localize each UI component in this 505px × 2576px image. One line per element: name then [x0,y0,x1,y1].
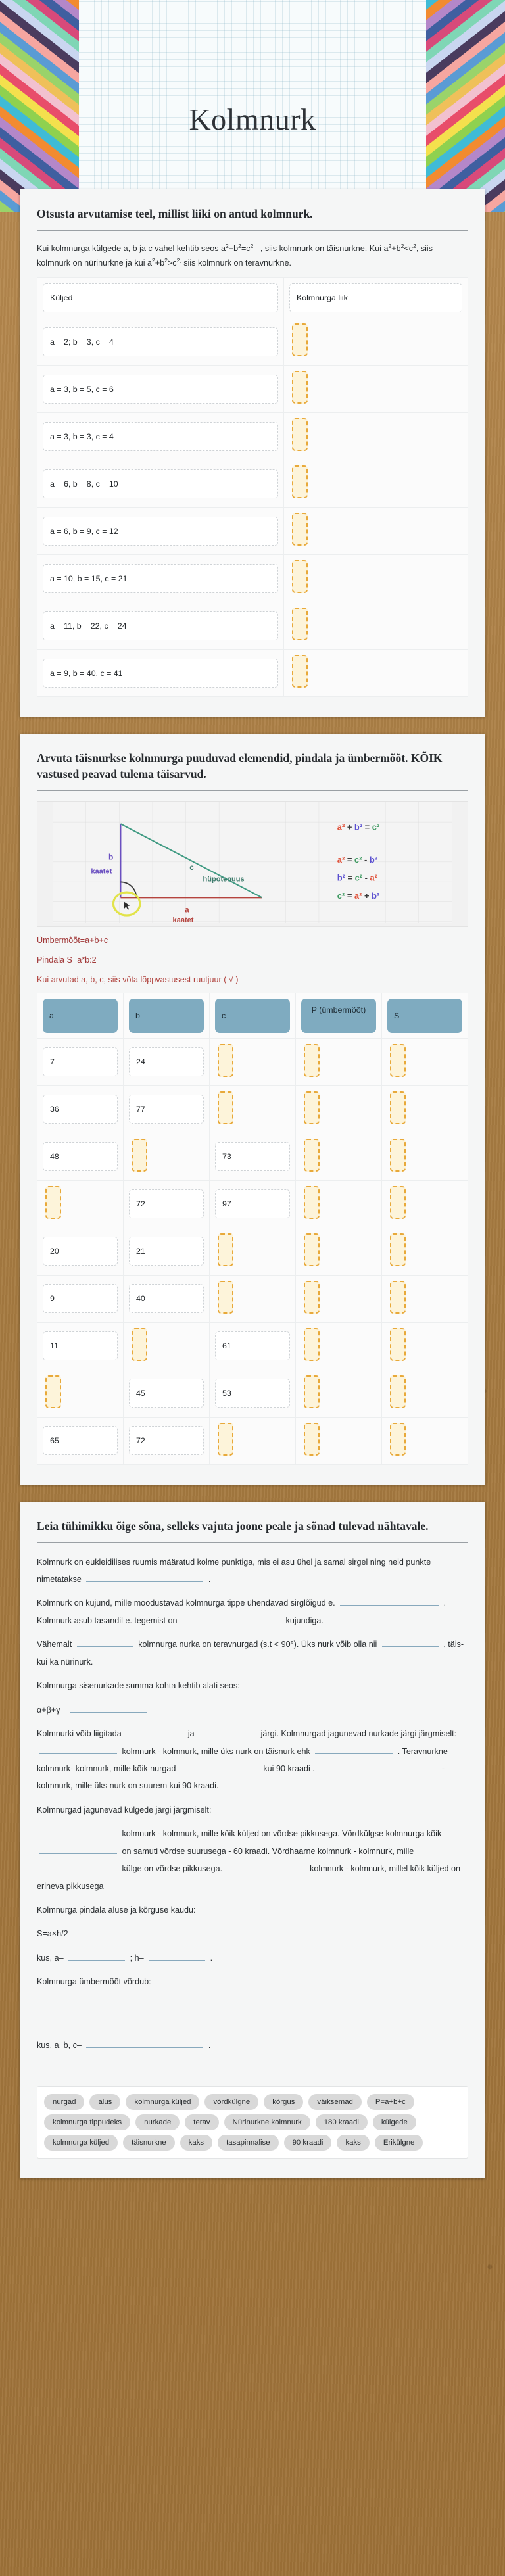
fb-text-6f: kui 90 kraadi . [263,1763,315,1773]
table-row [37,1275,468,1322]
value-cell [210,1322,296,1370]
answer-cell[interactable] [296,1228,382,1275]
fb-text-8b: on samuti võrdse suurusega - 60 kraadi. Võrdhaarne kolmnurk - kolmnurk, mille [122,1846,414,1856]
answer-cell[interactable] [296,1085,382,1133]
column-header-0: Küljed [43,283,278,312]
blank-input-17[interactable] [68,1951,125,1961]
section-triangle-type [20,189,485,717]
table-header-row [37,993,468,1038]
fb-paragraph-1 [37,1554,468,1588]
answer-input[interactable] [304,1375,320,1408]
answer-input[interactable] [132,1139,147,1172]
answer-input[interactable] [218,1281,233,1314]
answer-input[interactable] [218,1044,233,1077]
word-chip[interactable]: külgede [373,2114,416,2130]
blank-input-8[interactable] [199,1727,256,1736]
value-cell [37,1417,124,1464]
table-row [37,460,468,508]
given-value: 7 [43,1047,118,1076]
answer-cell[interactable] [284,508,468,555]
answer-input[interactable] [292,371,308,404]
answer-cell[interactable] [210,1085,296,1133]
svg-text:c² = a² + b²: c² = a² + b² [337,890,380,901]
word-chip[interactable]: Nürinurkne kolmnurk [224,2114,310,2130]
perimeter-formula-note: Ümbermõõt=a+b+c [37,935,108,945]
value-cell [37,1085,124,1133]
fb-text-6d: kolmnurk - kolmnurk, mille üks nurk on täisnurk ehk [122,1746,310,1756]
value-cell [124,1228,210,1275]
section-right-triangle-calc [20,734,485,1485]
value-cell [210,1370,296,1417]
answer-cell[interactable] [210,1228,296,1275]
blank-input-19[interactable] [39,2015,96,2024]
column-header-3: P (ümbermõõt) [301,999,376,1033]
value-cell [37,1322,124,1370]
word-chip[interactable]: võrdkülgne [204,2094,258,2110]
fb-paragraph-13 [37,2037,468,2054]
given-value: 73 [215,1142,290,1171]
answer-cell[interactable] [382,1228,468,1275]
answer-input[interactable] [390,1139,406,1172]
sides-cell [37,460,284,508]
answer-input[interactable] [390,1423,406,1456]
answer-input[interactable] [304,1281,320,1314]
answer-cell[interactable] [382,1322,468,1370]
given-value: 72 [129,1426,204,1455]
answer-cell[interactable] [296,1180,382,1228]
fb-text-6b: ja [187,1729,195,1739]
section2-heading: Arvuta täisnurkse kolmnurga puuduvad elemendid, pindala ja ümbermõõt. KÕIK vastused peavad tulema täisarvud. [37,751,443,780]
table-row [37,1133,468,1180]
value-cell [37,1038,124,1085]
answer-input[interactable] [304,1186,320,1219]
table-row [37,508,468,555]
sides-cell [37,318,284,366]
answer-cell[interactable] [210,1038,296,1085]
table-row [37,413,468,460]
table-row [37,1417,468,1464]
fb-paragraph-7: Kolmnurgad jagunevad külgede järgi järgmiselt: [37,1805,212,1815]
answer-cell[interactable] [382,1370,468,1417]
given-value: 40 [129,1284,204,1313]
page-title: Kolmnurk [189,103,316,136]
word-chip[interactable]: 180 kraadi [316,2114,368,2130]
fb-paragraph-12: Kolmnurga ümbermõõt võrdub: [37,1977,151,1987]
table-header-cell [382,993,468,1038]
given-value: 21 [129,1237,204,1266]
right-triangle-table [37,993,468,1465]
answer-input[interactable] [390,1328,406,1361]
blank-input-13[interactable] [39,1826,117,1836]
fb-text-1b: . [208,1575,211,1585]
divider [37,1542,468,1543]
answer-input[interactable] [218,1423,233,1456]
column-header-2: c [215,999,290,1033]
answer-input[interactable] [304,1139,320,1172]
svg-text:b: b [108,851,114,861]
fb-text-8a: kolmnurk - kolmnurk, mille kõik küljed on võrdse pikkusega. Võrdkülgse kolmnurga kõik [122,1829,442,1839]
word-chip[interactable]: P=a+b+c [367,2094,414,2110]
value-cell [124,1038,210,1085]
answer-cell[interactable] [210,1275,296,1322]
word-chip[interactable]: terav [185,2114,218,2130]
column-header-1: b [129,999,204,1033]
table-header-cell [37,993,124,1038]
pythagoras-figure [37,801,468,927]
fb-text-6a: Kolmnurki võib liigitada [37,1729,122,1739]
answer-input[interactable] [45,1375,61,1408]
answer-input[interactable] [292,323,308,356]
blank-input-12[interactable] [320,1761,437,1771]
fb-paragraph-6 [37,1725,468,1795]
answer-cell[interactable] [382,1417,468,1464]
table-row [37,366,468,413]
svg-text:a² + b² = c²: a² + b² = c² [337,821,380,832]
value-cell [37,1275,124,1322]
word-chip[interactable]: 90 kraadi [284,2135,332,2151]
blank-input-4[interactable] [77,1637,133,1647]
table-row [37,318,468,366]
answer-cell[interactable] [382,1180,468,1228]
answer-cell[interactable] [37,1180,124,1228]
blank-input-11[interactable] [181,1761,258,1771]
answer-input[interactable] [304,1044,320,1077]
answer-input[interactable] [218,1091,233,1124]
given-value: 53 [215,1379,290,1408]
value-cell [124,1417,210,1464]
divider [37,790,468,791]
fill-blank-body [37,1554,468,2055]
given-value: 97 [215,1189,290,1218]
table-header-cell [284,278,468,318]
value-cell [124,1370,210,1417]
area-formula-note: Pindala S=a*b:2 [37,955,97,965]
blank-input-9[interactable] [39,1744,117,1754]
answer-input[interactable] [292,608,308,640]
sides-value: a = 3, b = 5, c = 6 [43,375,278,404]
word-chip[interactable]: kaks [337,2135,369,2151]
answer-cell[interactable] [284,602,468,650]
section-fill-blanks [20,1502,485,2178]
sides-cell [37,508,284,555]
fb-text-6g: - kolmnurk, mille üks nurk on suurem kui 90 kraadi. [37,1763,445,1791]
answer-input[interactable] [390,1091,406,1124]
blank-input-14[interactable] [39,1844,117,1854]
given-value: 36 [43,1095,118,1124]
fb-text-2a: Kolmnurk on kujund, mille moodustavad kolmnurga tippe ühendavad sirglõigud e. [37,1598,335,1608]
answer-input[interactable] [304,1233,320,1266]
table-header-row [37,278,468,318]
value-cell [124,1085,210,1133]
answer-input[interactable] [45,1186,61,1219]
section1-heading: Otsusta arvutamise teel, millist liiki on antud kolmnurk. [37,207,313,220]
sides-cell [37,650,284,697]
column-header-0: a [43,999,118,1033]
answer-cell[interactable] [296,1370,382,1417]
answer-cell[interactable] [284,555,468,602]
svg-text:a² = c² - b²: a² = c² - b² [337,854,378,865]
word-chip[interactable]: väiksemad [308,2094,361,2110]
section1-intro: Kui kolmnurga külgede a, b ja c vahel kehtib seos $a^2+b^2=c^2$ , siis kolmnurk on täisnurkne. Kui $a^2+b^2<c^2$, siis kolmnurk on nürinurkne ja kui $a^2+b^2>c^{2,}$ siis kolmnurk on teravnurkne. [37,242,433,268]
sqrt-note: Kui arvutad a, b, c, siis võta lõppvastusest ruutjuur ( √ ) [37,974,239,984]
word-chip[interactable]: Erikülgne [375,2135,423,2151]
answer-input[interactable] [218,1233,233,1266]
sides-value: a = 6, b = 9, c = 12 [43,517,278,546]
fb-paragraph-4: Kolmnurga sisenurkade summa kohta kehtib alati seos: [37,1681,240,1691]
svg-text:c: c [189,862,194,872]
fb-text-11c: . [210,1953,213,1963]
given-value: 9 [43,1284,118,1313]
given-value: 45 [129,1379,204,1408]
blank-input-3[interactable] [182,1613,281,1623]
answer-cell[interactable] [296,1275,382,1322]
answer-input[interactable] [292,560,308,593]
fb-text-11b: ; h– [130,1953,144,1963]
answer-input[interactable] [304,1423,320,1456]
fb-text-3c: , täis- kui ka nürinurk. [37,1640,464,1667]
fb-paragraph-5 [37,1702,468,1719]
answer-cell[interactable] [296,1322,382,1370]
answer-cell[interactable] [284,413,468,460]
sides-value: a = 3, b = 3, c = 4 [43,422,278,451]
fb-text-13a: kus, a, b, c– [37,2041,82,2051]
given-value: 77 [129,1095,204,1124]
answer-input[interactable] [132,1328,147,1361]
fb-paragraph-8 [37,1825,468,1895]
answer-input[interactable] [292,465,308,498]
word-chip[interactable]: nurkade [135,2114,180,2130]
answer-cell[interactable] [284,650,468,697]
answer-cell[interactable] [296,1133,382,1180]
answer-cell[interactable] [210,1417,296,1464]
fb-paragraph-2 [37,1594,468,1629]
sides-value: a = 6, b = 8, c = 10 [43,469,278,498]
sides-cell [37,555,284,602]
svg-text:a: a [184,905,189,915]
value-cell [124,1275,210,1322]
answer-cell[interactable] [382,1133,468,1180]
table-header-cell [124,993,210,1038]
fb-text-8d: kolmnurk - kolmnurk, millel kõik küljed on erineva pikkusega [37,1864,460,1891]
word-chip[interactable]: tasapinnalise [218,2135,279,2151]
fb-area-formula: S=a×h/2 [37,1929,68,1939]
fb-paragraph-3 [37,1636,468,1671]
table-row [37,1228,468,1275]
answer-input[interactable] [292,418,308,451]
sides-value: a = 2; b = 3, c = 4 [43,327,278,356]
word-chip[interactable]: nurgad [44,2094,84,2110]
sides-cell [37,366,284,413]
answer-cell[interactable] [124,1133,210,1180]
answer-cell[interactable] [37,1370,124,1417]
section3-heading: Leia tühimikku õige sõna, selleks vajuta joone peale ja sõnad tulevad nähtavale. [37,1519,429,1533]
value-cell [37,1133,124,1180]
given-value: 65 [43,1426,118,1455]
given-value: 24 [129,1047,204,1076]
fb-perimeter-blank-row [37,2013,468,2030]
sides-cell [37,413,284,460]
fb-text-1a: Kolmnurk on eukleidilises ruumis määratud kolme punktiga, mis ei asu ühel ja samal sirgel ning neid punkte nimetatakse [37,1557,431,1585]
word-chip[interactable]: kolmnurga küljed [44,2135,118,2151]
fb-paragraph-9: Kolmnurga pindala aluse ja kõrguse kaudu: [37,1905,196,1915]
answer-input[interactable] [390,1281,406,1314]
blank-input-1[interactable] [86,1572,203,1582]
sides-value: a = 11, b = 22, c = 24 [43,611,278,640]
table-row [37,650,468,697]
answer-cell[interactable] [284,318,468,366]
answer-cell[interactable] [284,460,468,508]
given-value: 20 [43,1237,118,1266]
answer-cell[interactable] [284,366,468,413]
word-chip[interactable]: kolmnurga tippudeks [44,2114,130,2130]
sides-cell [37,602,284,650]
table-row [37,1370,468,1417]
svg-text:kaatet: kaatet [91,867,112,876]
fb-text-13b: . [208,2041,211,2051]
value-cell [124,1180,210,1228]
word-chip[interactable]: kõrgus [264,2094,303,2110]
fb-paragraph-11 [37,1949,468,1967]
fb-text-8c: külge on võrdse pikkusega. [122,1864,223,1874]
blank-input-18[interactable] [149,1951,205,1961]
answer-input[interactable] [292,513,308,546]
blank-input-20[interactable] [86,2038,203,2048]
answer-input[interactable] [390,1044,406,1077]
hero-banner [0,0,505,212]
word-bank [37,2086,468,2159]
given-value: 11 [43,1331,118,1360]
table-row [37,1180,468,1228]
answer-cell[interactable] [382,1275,468,1322]
table-row [37,555,468,602]
fb-text-6c: järgi. Kolmnurgad jagunevad nurkade järgi järgmiselt: [260,1729,457,1739]
table-header-cell [296,993,382,1038]
fb-text-6e: . Teravnurkne kolmnurk- kolmnurk, mille kõik nurgad [37,1746,448,1773]
column-header-1: Kolmnurga liik [289,283,462,312]
answer-cell[interactable] [124,1322,210,1370]
fb-text-2c: kujundiga. [285,1615,324,1625]
right-triangle-diagram [37,802,468,923]
answer-input[interactable] [390,1233,406,1266]
word-chip[interactable]: täisnurkne [123,2135,175,2151]
table-header-cell [210,993,296,1038]
answer-input[interactable] [304,1328,320,1361]
blank-input-15[interactable] [39,1861,117,1871]
word-chip[interactable]: kolmnurga küljed [126,2094,199,2110]
answer-cell[interactable] [382,1038,468,1085]
word-chip[interactable]: alus [89,2094,120,2110]
fb-angle-sum-formula: α+β+γ= [37,1705,65,1715]
svg-text:hüpotenuus: hüpotenuus [203,875,245,884]
divider [37,230,468,231]
sides-value: a = 10, b = 15, c = 21 [43,564,278,593]
svg-text:b² = c² - a²: b² = c² - a² [337,872,378,883]
table-row [37,602,468,650]
value-cell [210,1180,296,1228]
answer-input[interactable] [390,1375,406,1408]
triangle-type-table [37,277,468,697]
column-header-4: S [387,999,462,1033]
blank-input-16[interactable] [228,1861,305,1871]
fb-text-3a: Vähemalt [37,1640,72,1650]
table-header-cell [37,278,284,318]
given-value: 72 [129,1189,204,1218]
fb-text-11a: kus, a– [37,1953,64,1963]
blank-input-2[interactable] [340,1596,439,1606]
word-chip[interactable]: kaks [180,2135,212,2151]
value-cell [210,1133,296,1180]
value-cell [37,1228,124,1275]
answer-input[interactable] [292,655,308,688]
given-value: 61 [215,1331,290,1360]
blank-input-10[interactable] [315,1744,393,1754]
answer-cell[interactable] [296,1417,382,1464]
given-value: 48 [43,1142,118,1171]
fb-text-3b: kolmnurga nurka on teravnurgad (s.t < 90°). Üks nurk võib olla nii [138,1640,377,1650]
sides-value: a = 9, b = 40, c = 41 [43,659,278,688]
answer-input[interactable] [304,1091,320,1124]
table-row [37,1038,468,1085]
answer-input[interactable] [390,1186,406,1219]
blank-input-7[interactable] [126,1727,183,1736]
answer-cell[interactable] [296,1038,382,1085]
blank-input-5[interactable] [382,1637,439,1647]
table-row [37,1322,468,1370]
blank-input-6[interactable] [70,1703,147,1713]
fb-text-2b: . Kolmnurk asub tasandil e. tegemist on [37,1598,446,1625]
answer-cell[interactable] [382,1085,468,1133]
svg-text:kaatet: kaatet [172,916,194,923]
table-row [37,1085,468,1133]
